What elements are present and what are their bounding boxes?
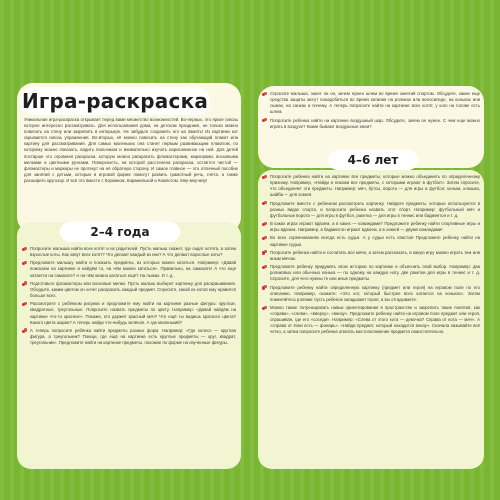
- right-activity-list: [262, 174, 480, 338]
- bullet-icon: [262, 250, 268, 255]
- list-item-text: А теперь попросите ребёнка найти предметы разных форм. Например: «Где колесо — круглая фигура, а треугольник? Поищи, где ещё на картинке есть круглые предметы — круг, квадрат, треугольник». Предложите найти на картинке предметы, похожие по форме на изученные фигуры.: [30, 327, 236, 346]
- list-item: [262, 235, 480, 247]
- bullet-icon: [262, 201, 268, 206]
- list-item-text: Попросите ребенка найти на картинке воздушный шар. Обсудите, зачем он нужен. С чем еще можно играть в воздухе? Какие бывают воздушные змеи?: [270, 117, 480, 129]
- list-item: [262, 174, 480, 198]
- right-top-activity-list: [262, 91, 480, 132]
- list-item: [262, 221, 480, 233]
- bullet-icon: [22, 328, 28, 333]
- list-item: [262, 285, 480, 303]
- list-item: [22, 301, 236, 325]
- bullet-icon: [262, 306, 268, 311]
- list-item: [22, 328, 236, 346]
- list-item: [22, 260, 236, 278]
- bullet-icon: [262, 175, 268, 180]
- list-item-text: Попросите ребенка найти и сосчитать все мячи, а затем рассказать, в какую игру можно играть тем или иным мячом.: [270, 249, 480, 261]
- list-item-text: Рассмотрите с ребёнком рисунки и предложите ему найти на картинке разные фигуры: круглые, квадратные, треугольные. Попросите назвать предметы по цвету. Например: «Давай найдём на картинке что-то красное». Покажи, кто держит красный мяч? Что ещё ты видишь красного цвета? Какого цвета шарик? А теперь найди что-нибудь зелёное. А где маленький?: [30, 301, 236, 325]
- list-item-text: Предложите ребенку придумать свою историю по картинке и объяснить свой выбор. Например: два роликовых или обычных конька — по одному на каждую ногу, две ракетки для игры в теннис и т. д. Спросите, для чего нужны те или иные предметы.: [270, 264, 480, 282]
- left-activity-list: [22, 246, 236, 348]
- list-item-text: Предложите малышу найти и показать предметы, из которых можно кататься. Например: «Давай поискаем на картинке и найдём то, на чём можно кататься». Правильно, на самокате! А что ещё катается на самокате? А на чём можно кататься ещё? На лыжах. И т. д.: [30, 260, 236, 278]
- bullet-icon: [22, 261, 28, 266]
- bullet-icon: [262, 236, 268, 241]
- list-item-text: Предложите ребенку найти определенную картинку (предмет или героя) на игровом поле по его описанию. Например, скажите: «Это кот, который быстрее всех катается на коньках». Затем поменяйтесь ролями: пусть ребенок загадывает героя, а вы отгадываете.: [270, 284, 480, 302]
- list-item: [262, 118, 480, 130]
- bullet-icon: [262, 265, 268, 270]
- list-item-text: Попросите ребенка найти на картинке все предметы, которые можно объединить по определенному признаку. Например, «Найди и покажи все предметы, с которыми играют в футбол». Затем спросите, что объединяет эти предметы. Например: мяч, бутсы, ворота — для игры в футбол; коньки, клюшка, шайба — для хоккея.: [270, 174, 480, 198]
- bullet-icon: [262, 118, 268, 123]
- list-item-text: Попросите малыша найти всех котят и их родителей. Пусть малыш скажет, где сидят котята, а затем взрослые коты. Как зовут всех котят? Что делают каждый из них? А что делают взрослые коты?: [30, 246, 236, 258]
- list-item: [262, 250, 480, 262]
- list-item: [22, 281, 236, 299]
- list-item: [262, 201, 480, 219]
- list-item-text: Во всех соревнованиях всегда есть судья. А у судьи есть свисток! Предложите ребенку найти на картинке судью.: [270, 235, 480, 247]
- list-item-text: Подготовьте фломастеры или восковые мелки. Пусть малыш выберет картинку для раскрашивания. Обсудите, каким цветом он хочет раскрасить каждый предмет. Спросите, какой из котов ему нравится больше всех.: [30, 280, 236, 299]
- bullet-icon: [262, 92, 268, 97]
- bullet-icon: [22, 247, 28, 252]
- intro-text: Уникальная игра-раскраска открывает перед вами множество возможностей. Во-первых, это яркое сквозь которое интересно рассматривать. Для использования дома, на детском празднике, не только можно повесить на стену или закрепить в интерьере. Не забудьте сохранить его на память! Из картинки кот скрывается сквозь упражнения. Во-вторых, её можно повесить на стену как обучающий плакат или картину для рассматривания. Для самых маленьких она станет первым развивающим плакатом, по которому можно показать, водить пальчиком и внимательно изучать нарисованное на ней. Для детей постарше это огромная раскраска, которую можно раскрасить фломастерами, маркерами, восковыми мелками и цветными ручками. Поверхность, на которой расстелена раскраска, остаётся чистой — фломастеры и маркеры не протекут на её обратную сторону. И самое главное — это отличный пособие для занятий с детьми, которые в игровой форме помогут развить грамотный речь, счёта, а также расширить кругозор. И всё это вместе с Коржиком, Карамелькой и Компотом. Мяу-мяу-мяу!: [24, 117, 238, 183]
- list-item: [22, 246, 236, 258]
- bullet-icon: [22, 281, 28, 286]
- list-item: [262, 305, 480, 335]
- page-title-badge: [20, 87, 210, 115]
- age-label-4-6: 4–6 лет: [328, 150, 418, 170]
- list-item-text: В каких играх играют вдвоем, а в каких — командами? Предложите ребенку найти спортивные игры и игры вдвоем. Например, в бадминтон играют вдвоем, а в хоккей — двумя командами!: [270, 221, 480, 233]
- bullet-icon: [22, 302, 28, 307]
- list-item: [262, 264, 480, 282]
- bullet-icon: [262, 285, 268, 290]
- list-item-text: Предложите вместе с ребенком рассмотреть картинку. Найдите предметы, которые используются в разных видах спорта, и попросите ребенка назвать этот спорт. Например: футбольный мяч и футбольные ворота — для игры в футбол, ракетка — для игры в теннис или бадминтон и т. д.: [270, 200, 480, 218]
- list-item-text: Можно также потренировать навык ориентирования в пространстве и закрепить такие понятия, как «справа», «слева», «вверху», «внизу». Предложите ребенку найти на игровом поле предмет или героя, спрашивая, где его «соседи». Например: «Слева от этого кота — девочка? Справа от кота — мяч». А «справа от ёлки есть — фонарь». «Найди предмет, который находится внизу». Сначала называйте всё четко, а затем попросите ребенка описать местоположение предмета самостоятельно.: [270, 305, 480, 335]
- list-item: [262, 91, 480, 115]
- list-item-text: Спросите малыша, знает ли он, зачем нужен шлем во время занятий спортом. Обсудите, какие еще средства защиты могут понадобиться во время катания на роликах или велосипеде, на коньках или лыжах, на санках и почему. А теперь попросите найти на картинке всех котят, у кого на голове есть шлем.: [270, 91, 480, 115]
- age-label-2-4: 2–4 года: [60, 222, 180, 242]
- bullet-icon: [262, 222, 268, 227]
- page-title: Игра-раскраска: [21, 89, 209, 113]
